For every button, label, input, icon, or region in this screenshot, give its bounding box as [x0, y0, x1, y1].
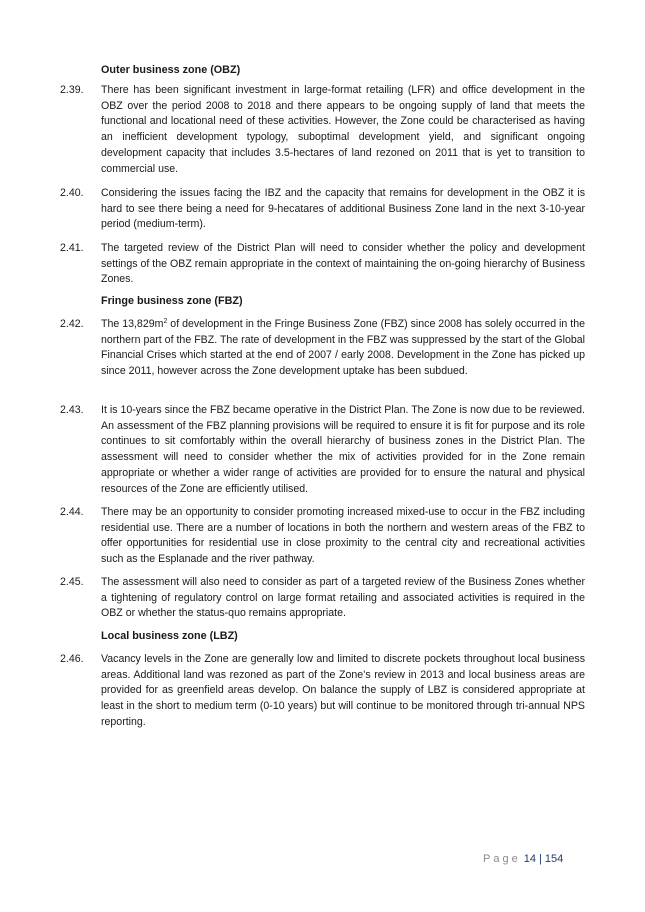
paragraph-text: The targeted review of the District Plan will need to consider whether the policy and development settings of the OBZ remain appropriate in the context of maintaining the on-going hierarchy of Business Zones.: [101, 242, 585, 286]
text-pre: The 13,829m: [101, 318, 164, 330]
total-pages: 154: [544, 853, 564, 865]
paragraph-2-40: [60, 186, 585, 233]
paragraph-2-45: [60, 575, 585, 622]
paragraph-number: 2.43.: [60, 404, 84, 416]
heading-fbz: Fringe business zone (FBZ): [101, 295, 243, 307]
paragraph-2-46: [60, 652, 585, 731]
paragraph-2-43: [60, 403, 585, 497]
paragraph-number: 2.39.: [60, 84, 84, 96]
page-separator: |: [539, 853, 542, 865]
superscript: 2: [163, 318, 168, 325]
paragraph-number: 2.42.: [60, 318, 84, 330]
page-footer: [483, 852, 563, 868]
paragraph-text: The assessment will also need to consider as part of a targeted review of the Business Zones whether a tightening of regulatory control on large format retailing and associated activities is required in the OBZ or whether the status-quo remains appropriate.: [101, 576, 585, 620]
paragraph-text: There may be an opportunity to consider promoting increased mixed-use to occur in the FBZ including residential use. There are a number of locations in both the northern and western areas of the FBZ to offer opportunities for residential use in close proximity to the central city and recreational activities such as the Esplanade and the river pathway.: [101, 506, 585, 566]
paragraph-2-42: [60, 317, 585, 380]
heading-lbz: Local business zone (LBZ): [101, 630, 238, 642]
paragraph-number: 2.45.: [60, 576, 84, 588]
paragraph-2-44: [60, 505, 585, 568]
paragraph-text: It is 10-years since the FBZ became operative in the District Plan. The Zone is now due to be reviewed. An assessment of the FBZ planning provisions will be required to ensure it is fit for purpose and its role continues to sit comfortably within the overall hierarchy of business zones in the District Plan. The assessment will need to consider whether the mix of activities provided for in the Zone remain appropriate or whether a wider range of activities are provided for to ensure the natural and physical resources of the Zone are efficiently utilised.: [101, 404, 585, 495]
paragraph-text: Considering the issues facing the IBZ and the capacity that remains for development in the OBZ it is hard to see there being a need for 9-hecatares of additional Business Zone land in the next 3-10-year period (medium-term).: [101, 187, 585, 231]
heading-obz: Outer business zone (OBZ): [101, 64, 241, 76]
paragraph-number: 2.44.: [60, 506, 84, 518]
paragraph-text: [101, 317, 585, 380]
paragraph-text: Vacancy levels in the Zone are generally low and limited to discrete pockets throughout local business areas. Additional land was rezoned as part of the Zone’s review in 2013 and local business areas are provided for as greenfield areas develop. On balance the supply of LBZ is considered appropriate at least in the short to medium term (0-10 years) but will continue to be monitored through tri-annual NPS reporting.: [101, 653, 585, 728]
paragraph-number: 2.41.: [60, 242, 84, 254]
paragraph-2-39: [60, 83, 585, 177]
text-post: of development in the Fringe Business Zone (FBZ) since 2008 has solely occurred in the northern part of the FBZ. The rate of development in the FBZ was suppressed by the start of the Global Financial Crises which started at the end of 2007 / early 2008. Development in the Zone has picked up since 2011, however across the Zone development uptake has been subdued.: [101, 318, 585, 378]
paragraph-text: There has been significant investment in large-format retailing (LFR) and office development in the OBZ over the period 2008 to 2018 and there appears to be ongoing supply of land that meets the functional and locational need of these activities. However, the Zone could be characterised as having an inefficient development typology, suboptimal development yield, and significant ongoing development capacity that includes 3.5-hectares of land rezoned on 2011 that is yet to transition to commercial use.: [101, 84, 585, 175]
paragraph-2-41: [60, 241, 585, 288]
page-label: Page: [483, 853, 521, 865]
current-page-number: 14: [523, 853, 537, 865]
paragraph-number: 2.40.: [60, 187, 84, 199]
paragraph-number: 2.46.: [60, 653, 84, 665]
